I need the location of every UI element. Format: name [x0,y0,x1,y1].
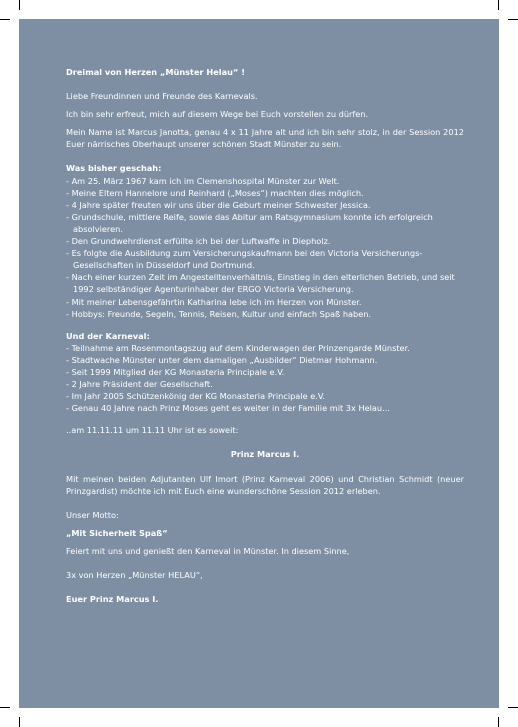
list-item: - 4 Jahre später freuten wir uns über die Geburt meiner Schwester Jessica. [66,199,464,211]
list-item: - 2 Jahre Präsident der Gesellschaft. [66,378,464,390]
list-item: - Es folgte die Ausbildung zum Versicherungskaufmann bei den Victoria Versicherungs-Gesellschaften in Düsseldorf und Dortmund. [66,247,464,271]
prince-name: Prinz Marcus I. [230,449,300,460]
section-heading-history: Was bisher geschah: [66,163,162,174]
letter-body [66,66,464,605]
list-item: - Mit meiner Lebensgefährtin Katharina lebe ich im Herzen von Münster. [66,296,464,308]
helau-greeting: 3x von Herzen „Münster HELAU“, [66,570,203,580]
crop-mark [0,19,10,20]
section-heading-carnival: Und der Karneval: [66,330,150,341]
crop-mark [498,717,499,727]
crop-mark [498,0,499,10]
crop-mark [19,0,20,10]
history-list [66,175,464,320]
list-item: - Meine Eltern Hannelore und Reinhard („Moses“) machten dies möglich. [66,187,464,199]
list-item: - Teilnahme am Rosenmontagszug auf dem Kinderwagen der Prinzengarde Münster. [66,342,464,354]
crop-mark [508,707,518,708]
celebrate-text: Feiert mit uns und genießt den Karneval in Münster. In diesem Sinne, [66,545,350,556]
list-item: - Hobbys: Freunde, Segeln, Tennis, Reisen, Kultur und einfach Spaß haben. [66,308,464,320]
intro-text: Mein Name ist Marcus Janotta, genau 4 x 11 Jahre alt und ich bin sehr stolz, in der Session 2012 Euer närrisches Oberhaupt unserer schönen Stadt Münster zu sein. [66,127,464,150]
list-item: - Stadtwache Münster unter dem damaligen „Ausbilder“ Dietmar Hohmann. [66,354,464,366]
page-title: Dreimal von Herzen „Münster Helau“ ! [66,67,245,77]
list-item: - Seit 1999 Mitglied der KG Monasteria Principale e.V. [66,366,464,378]
signature: Euer Prinz Marcus I. [66,594,159,605]
list-item: - Nach einer kurzen Zeit im Angestelltenverhältnis, Einstieg in den elterlichen Betrieb, und seit 1992 selbständiger Agenturinhaber der ERGO Victoria Versicherung. [66,271,464,295]
crop-mark [0,707,10,708]
carnival-list [66,342,464,415]
crop-mark [508,19,518,20]
list-item: - Am 25. März 1967 kam ich im Clemenshospital Münster zur Welt. [66,175,464,187]
list-item: - Den Grundwehrdienst erfüllte ich bei der Luftwaffe in Diepholz. [66,235,464,247]
list-item: - Im Jahr 2005 Schützenkönig der KG Monasteria Principale e.V. [66,390,464,402]
motto: „Mit Sicherheit Spaß“ [66,527,168,538]
crop-mark [19,717,20,727]
motto-label: Unser Motto: [66,509,119,520]
intro-text: Ich bin sehr erfreut, mich auf diesem Wege bei Euch vorstellen zu dürfen. [66,109,369,120]
intro-greeting: Liebe Freundinnen und Freunde des Karnevals. [66,91,258,102]
adjutants-text: Mit meinen beiden Adjutanten Ulf Imort (Prinz Karneval 2006) und Christian Schmidt (neuer Prinzgardist) möchte ich mit Euch eine wunderschöne Session 2012 erleben. [66,473,464,496]
date-announcement: ..am 11.11.11 um 11.11 Uhr ist es soweit: [66,425,239,436]
list-item: - Grundschule, mittlere Reife, sowie das Abitur am Ratsgymnasium konnte ich erfolgreich absolvieren. [66,211,464,235]
list-item: - Genau 40 Jahre nach Prinz Moses geht es weiter in der Familie mit 3x Helau... [66,402,464,414]
